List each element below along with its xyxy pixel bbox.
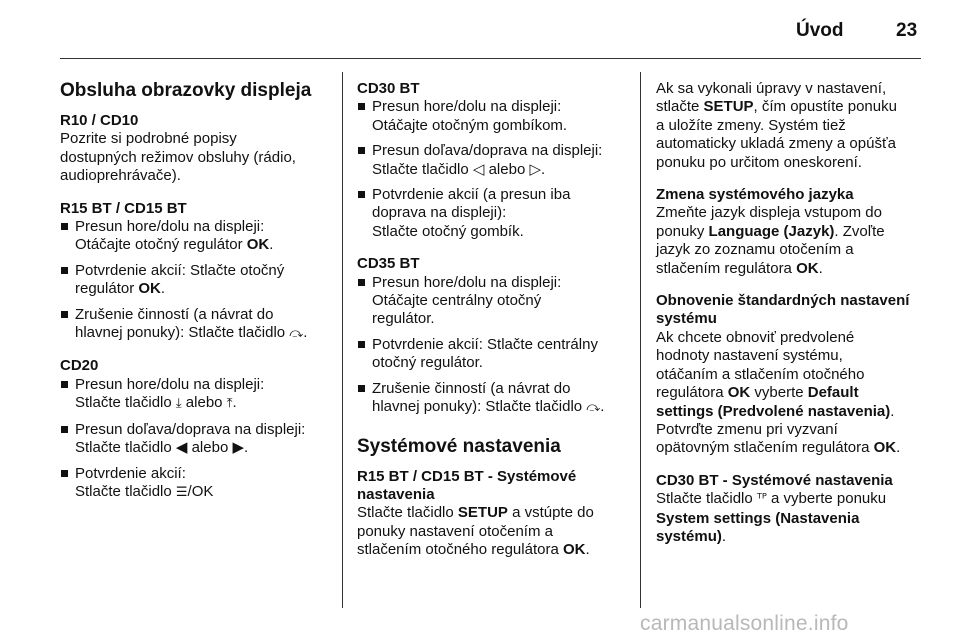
page-header bbox=[0, 0, 960, 60]
paragraph: Stlačte tlačidlo SETUP a vstúpte do ponuky nastavení otočením a stlačením otočného regulátora OK. bbox=[357, 504, 594, 559]
text-line: regulátor OK. bbox=[75, 280, 166, 298]
column-2 bbox=[357, 80, 629, 574]
text-line: Stlačte tlačidlo ◁ alebo ▷. bbox=[372, 160, 546, 178]
header-rule bbox=[60, 58, 921, 59]
text-line: Stlačte tlačidlo ☰/OK bbox=[75, 482, 214, 500]
text-line: Stlačte tlačidlo ◀ alebo ▶. bbox=[75, 439, 249, 457]
block-heading: CD30 BT bbox=[357, 80, 420, 97]
text-line: Potvrdenie akcií (a presun iba bbox=[372, 186, 571, 204]
menu-icon: ☰ bbox=[175, 484, 188, 500]
text-line: Otáčajte centrálny otočný bbox=[372, 292, 542, 310]
list-item bbox=[60, 421, 335, 458]
text-line: Potvrdenie akcií: Stlačte otočný bbox=[75, 261, 285, 279]
list-item bbox=[60, 218, 335, 255]
column-divider bbox=[640, 72, 641, 608]
block-heading: R15 BT / CD15 BT - Systémové nastavenia bbox=[357, 467, 577, 503]
text-line: Presun doľava/doprava na displeji: bbox=[75, 420, 306, 438]
list-item bbox=[60, 306, 335, 344]
list-item bbox=[60, 262, 335, 299]
tp-icon: ᵀᴾ bbox=[756, 492, 767, 508]
column-1 bbox=[60, 80, 335, 516]
block-heading: R15 BT / CD15 BT bbox=[60, 199, 187, 217]
text-line: Stlačte otočný gombík. bbox=[372, 222, 524, 240]
text-line: Presun hore/dolu na displeji: bbox=[75, 218, 265, 236]
cd30-settings-block: CD30 BT - Systémové nastavenia Stlačte tlačidlo ᵀᴾ a vyberte ponuku System settings (Nastavenia systému). bbox=[656, 472, 928, 547]
column-divider bbox=[342, 72, 343, 608]
list-item bbox=[357, 98, 629, 135]
reset-block: Obnovenie štandardných nastavení systému Ak chcete obnoviť predvolené hodnoty nastavení systému, otáčaním a stlačením otočného regulátora OK vyberte Default settings (Predvolené nastavenia). Potvrďte zmenu pri vyzvaní opätovným stlačením regulátora OK. bbox=[656, 292, 928, 458]
text-line: Potvrdenie akcií: bbox=[75, 464, 186, 482]
up-icon: ⤒ bbox=[226, 396, 233, 412]
text-line: doprava na displeji): bbox=[372, 204, 507, 222]
text-line: regulátor. bbox=[372, 310, 435, 328]
down-icon: ⤓ bbox=[175, 396, 182, 412]
r10-block bbox=[60, 112, 335, 186]
block-heading: CD35 BT bbox=[357, 255, 420, 273]
page-number: 23 bbox=[896, 20, 918, 41]
text-line: Presun hore/dolu na displeji: bbox=[372, 273, 562, 291]
r15-block bbox=[60, 200, 335, 344]
text-line: Presun hore/dolu na displeji: bbox=[372, 98, 562, 116]
text-line: otočný regulátor. bbox=[372, 354, 483, 372]
text-line: Zrušenie činností (a návrat do bbox=[372, 379, 571, 397]
language-block: Zmena systémového jazyka Zmeňte jazyk displeja vstupom do ponuky Language (Jazyk). Zvoľte jazyk zo zoznamu otočením a stlačením regulátora OK. bbox=[656, 186, 928, 278]
text-line: dostupných režimov obsluhy (rádio, bbox=[60, 148, 296, 166]
text-line: Presun hore/dolu na displeji: bbox=[75, 375, 265, 393]
cd35-block bbox=[357, 255, 629, 417]
text-line: Stlačte tlačidlo ⤓ alebo ⤒. bbox=[75, 394, 237, 412]
cd20-block bbox=[60, 357, 335, 502]
list-item bbox=[357, 336, 629, 373]
block-heading: R10 / CD10 bbox=[60, 112, 139, 129]
block-heading: CD20 bbox=[60, 357, 99, 375]
cd30-block bbox=[357, 80, 629, 241]
text-line: audioprehrávače). bbox=[60, 167, 181, 185]
list-item bbox=[357, 380, 629, 418]
text-line: hlavnej ponuky): Stlačte tlačidlo ⤼. bbox=[372, 398, 605, 416]
section-title: Obsluha obrazovky displeja bbox=[60, 80, 312, 101]
text-line: Otáčajte otočným gombíkom. bbox=[372, 116, 568, 134]
back-icon: ⤼ bbox=[289, 326, 304, 342]
section-title: Systémové nastavenia bbox=[357, 435, 561, 457]
list-item bbox=[357, 142, 629, 179]
text-line: Pozrite si podrobné popisy bbox=[60, 130, 237, 148]
text-line: Zrušenie činností (a návrat do bbox=[75, 305, 274, 323]
text-line: hlavnej ponuky): Stlačte tlačidlo ⤼. bbox=[75, 324, 308, 342]
list-item bbox=[60, 465, 335, 503]
list-item bbox=[60, 376, 335, 414]
column-3 bbox=[656, 80, 928, 560]
header-title: Úvod bbox=[796, 20, 844, 41]
watermark: carmanualsonline.info bbox=[640, 612, 849, 635]
block-heading: CD30 BT - Systémové nastavenia bbox=[656, 471, 893, 489]
list-item bbox=[357, 186, 629, 241]
block-heading: Zmena systémového jazyka bbox=[656, 186, 854, 204]
back-icon: ⤼ bbox=[586, 400, 601, 416]
list-item bbox=[357, 274, 629, 329]
text-line: Presun doľava/doprava na displeji: bbox=[372, 142, 603, 160]
text-line: Otáčajte otočný regulátor OK. bbox=[75, 236, 274, 254]
text-line: Potvrdenie akcií: Stlačte centrálny bbox=[372, 335, 598, 353]
paragraph: Ak sa vykonali úpravy v nastavení, stlačte SETUP, čím opustíte ponuku a uložíte zmeny. Systém tiež automaticky ukladá zmeny a opúšťa ponuku po určitom oneskorení. bbox=[656, 80, 897, 171]
block-heading: Obnovenie štandardných nastavení systému bbox=[656, 292, 910, 328]
